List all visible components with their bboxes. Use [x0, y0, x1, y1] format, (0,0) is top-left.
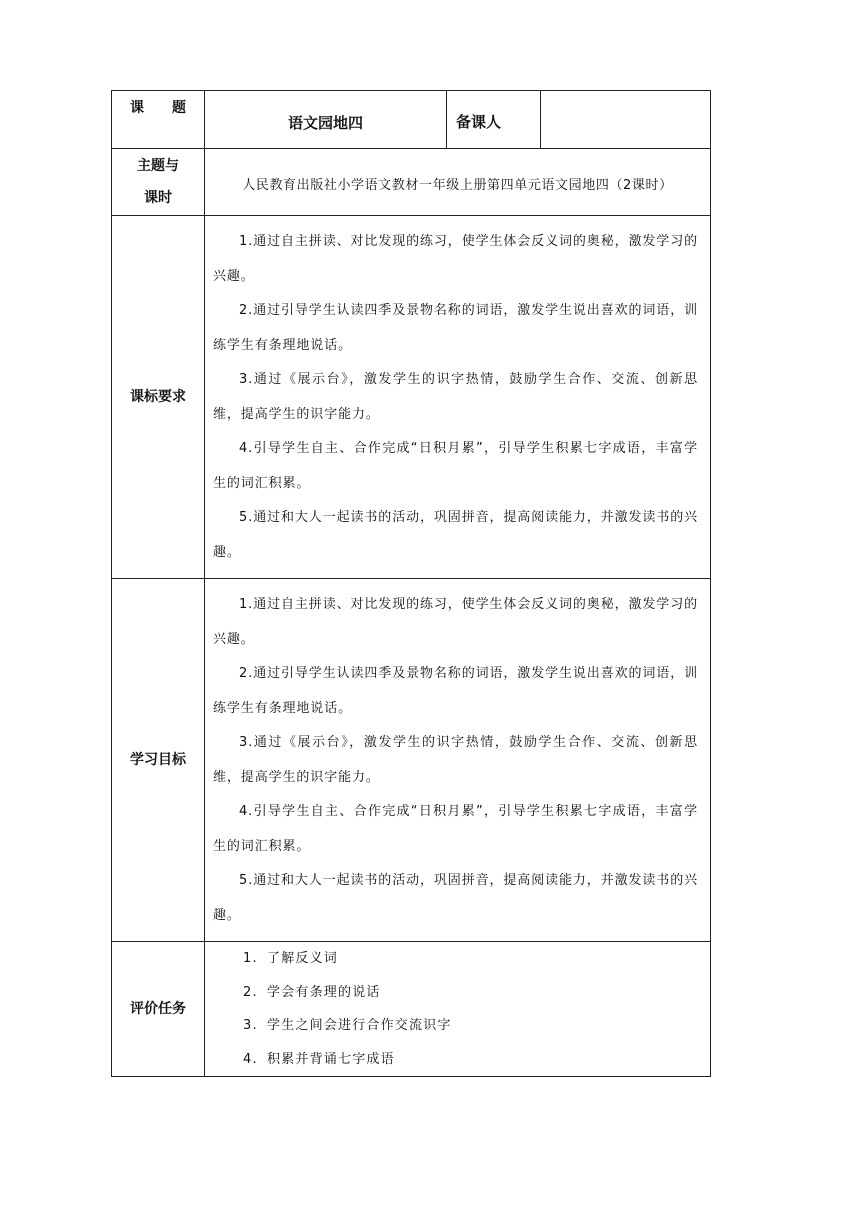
- evaluation-item-text: 学会有条理的说话: [267, 984, 381, 1000]
- standards-label: 课标要求: [112, 216, 205, 579]
- objectives-item: 5.通过和大人一起读书的活动，巩固拼音，提高阅读能力，并激发读书的兴趣。: [213, 873, 699, 923]
- theme-label: [112, 149, 205, 216]
- standards-row: [112, 216, 711, 579]
- preparer-label: 备课人: [447, 91, 541, 149]
- evaluation-item-text: 学生之间会进行合作交流识字: [267, 1018, 452, 1033]
- preparer-value: [541, 91, 711, 149]
- objectives-item: 2.通过引导学生认读四季及景物名称的词语，激发学生说出喜欢的词语，训练学生有条理地说话。: [213, 666, 699, 716]
- evaluation-item: [205, 1009, 702, 1043]
- evaluation-item-number: 4.: [243, 1051, 258, 1067]
- theme-row: [112, 149, 711, 216]
- lesson-title: 语文园地四: [205, 91, 447, 149]
- objectives-item: 4.引导学生自主、合作完成“日积月累”，引导学生积累七字成语，丰富学生的词汇积累。: [213, 804, 698, 854]
- theme-label-line2: 课时: [144, 190, 172, 206]
- evaluation-item-text: 积累并背诵七字成语: [267, 1051, 395, 1067]
- header-row: [112, 91, 711, 149]
- objectives-row: [112, 579, 711, 942]
- standards-item: 1.通过自主拼读、对比发现的练习，使学生体会反义词的奥秘，激发学习的兴趣。: [213, 234, 699, 284]
- evaluation-item: [205, 942, 702, 976]
- standards-item: 5.通过和大人一起读书的活动，巩固拼音，提高阅读能力，并激发读书的兴趣。: [213, 510, 699, 560]
- topic-label: 课 题: [112, 91, 205, 149]
- theme-label-line1: 主题与: [137, 158, 179, 174]
- standards-item: 3.通过《展示台》，激发学生的识字热情，鼓励学生合作、交流、创新思维，提高学生的识字能力。: [213, 372, 698, 422]
- objectives-content: [205, 579, 711, 942]
- evaluation-item-number: 3.: [243, 1018, 258, 1033]
- evaluation-item: [205, 1043, 702, 1077]
- evaluation-row: [112, 942, 711, 1077]
- objectives-label: 学习目标: [112, 579, 205, 942]
- evaluation-item-number: 1.: [243, 951, 258, 966]
- objectives-item: 3.通过《展示台》，激发学生的识字热情，鼓励学生合作、交流、创新思维，提高学生的识字能力。: [213, 735, 698, 785]
- evaluation-item-number: 2.: [243, 984, 258, 1000]
- standards-item: 4.引导学生自主、合作完成“日积月累”，引导学生积累七字成语，丰富学生的词汇积累。: [213, 441, 698, 491]
- standards-content: [205, 216, 711, 579]
- standards-item: 2.通过引导学生认读四季及景物名称的词语，激发学生说出喜欢的词语，训练学生有条理地说话。: [213, 303, 699, 353]
- objectives-item: 1.通过自主拼读、对比发现的练习，使学生体会反义词的奥秘，激发学习的兴趣。: [213, 597, 699, 647]
- evaluation-content: [205, 942, 711, 1077]
- evaluation-item: [205, 976, 702, 1010]
- evaluation-label: 评价任务: [112, 942, 205, 1077]
- theme-text: 人民教育出版社小学语文教材一年级上册第四单元语文园地四（2课时）: [205, 149, 711, 216]
- lesson-plan-table: [111, 90, 711, 1077]
- evaluation-item-text: 了解反义词: [267, 951, 339, 966]
